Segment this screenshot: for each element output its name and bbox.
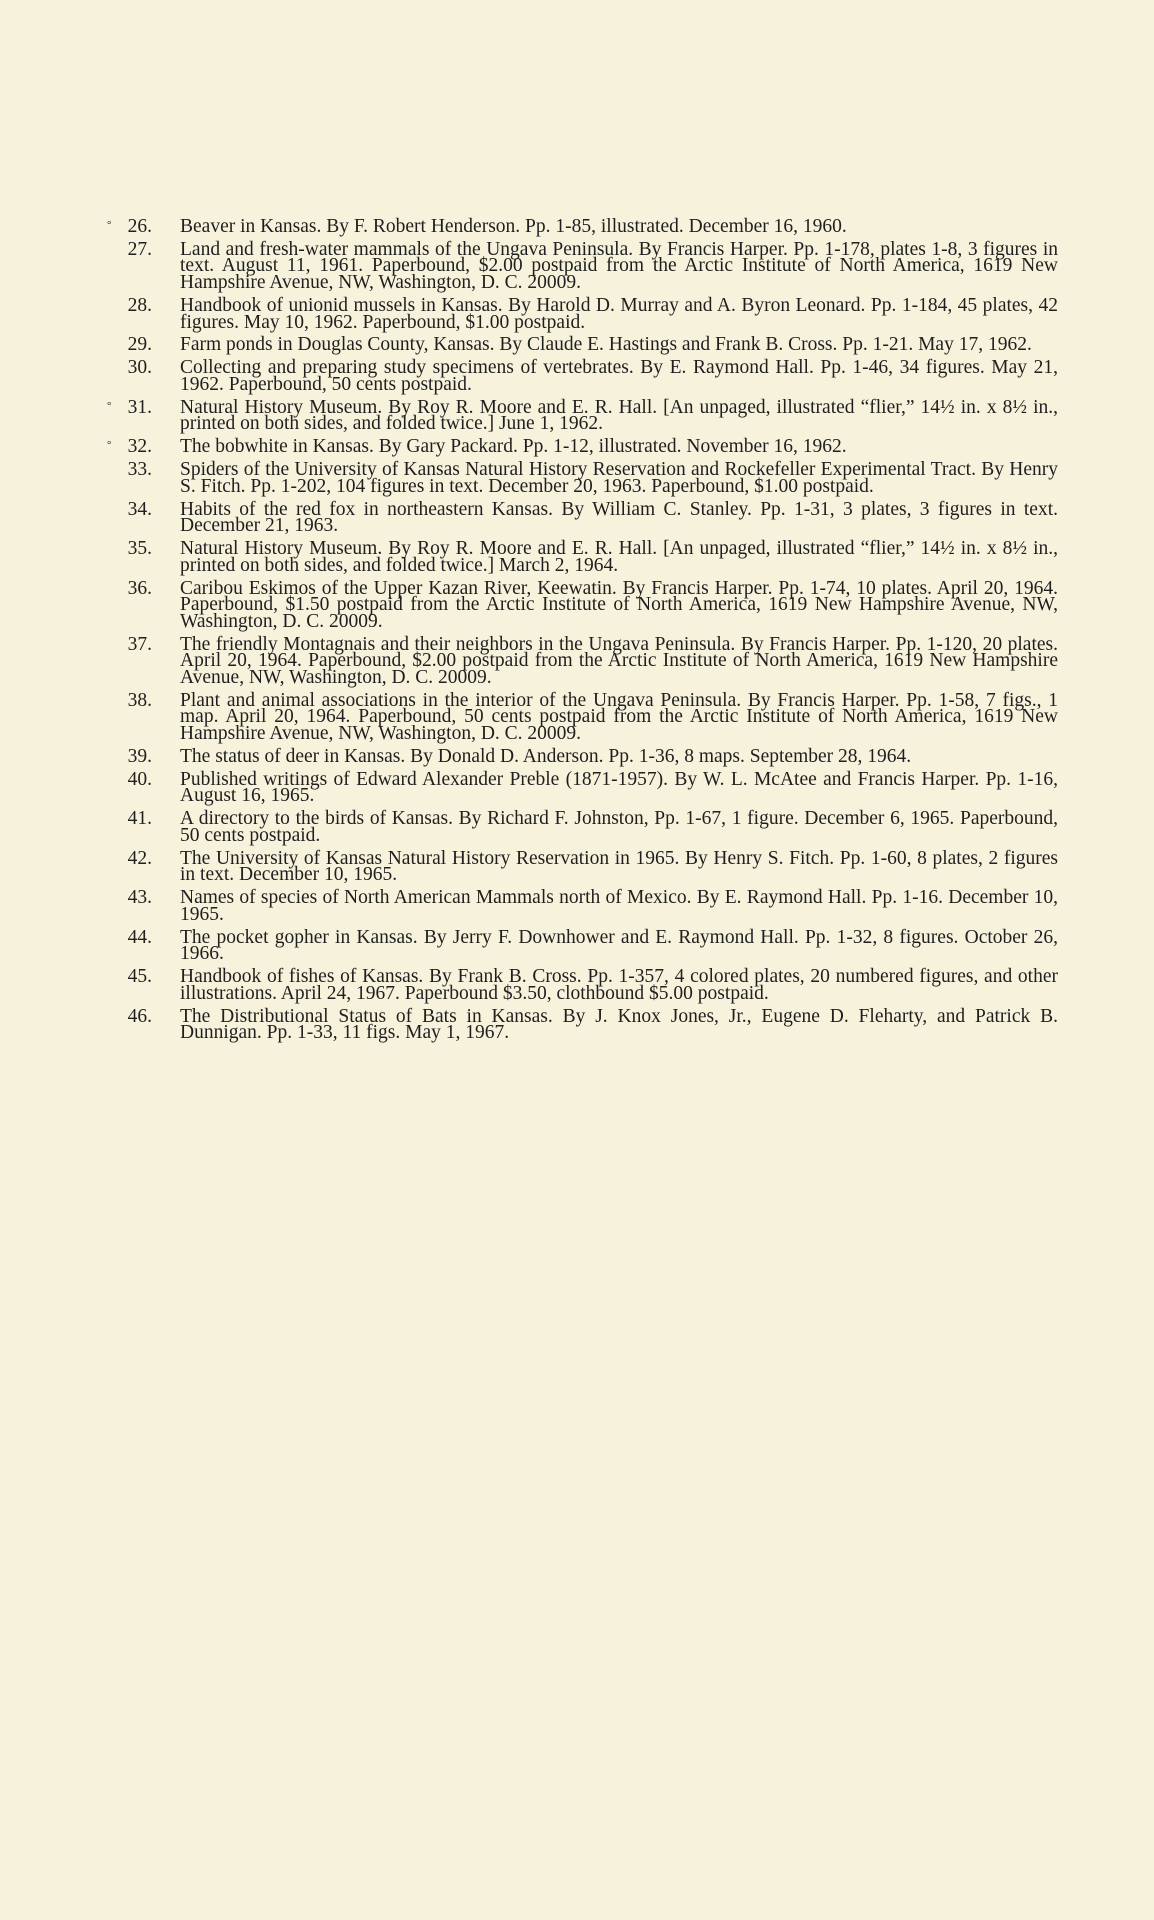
publication-entry	[108, 745, 1058, 767]
entry-text: Handbook of fishes of Kansas. By Frank B. Cross. Pp. 1-357, 4 colored plates, 20 numbered figures, and other illustrations. April 24, 1967. Paperbound $3.50, clothbound $5.00 postpaid.	[180, 966, 1058, 1004]
entry-text: A directory to the birds of Kansas. By Richard F. Johnston, Pp. 1-67, 1 figure. December 6, 1965. Paperbound, 50 cents postpaid.	[180, 808, 1058, 846]
entry-text: The status of deer in Kansas. By Donald D. Anderson. Pp. 1-36, 8 maps. September 28, 1964.	[180, 745, 912, 767]
entry-number	[108, 966, 152, 988]
publication-entry	[108, 498, 1058, 537]
entry-number-text: 37.	[127, 633, 152, 655]
publication-list	[107, 216, 1058, 1048]
publication-entry	[108, 357, 1058, 395]
entry-number	[108, 294, 152, 316]
entry-number	[107, 436, 152, 458]
entry-text: Spiders of the University of Kansas Natural History Reservation and Rockefeller Experimental Tract. By Henry S. Fitch. Pp. 1-202, 104 figures in text. December 20, 1963. Paperbound, $1.00 postpaid.	[180, 459, 1058, 497]
entry-number-text: 27.	[127, 238, 152, 260]
entry-number	[108, 745, 152, 767]
entry-text: The friendly Montagnais and their neighbors in the Ungava Peninsula. By Francis Harper. Pp. 1-120, 20 plates. April 20, 1964. Paperbound, $2.00 postpaid from the Arctic Institute of North America, 1619 New Hampshire Avenue, NW, Washington, D. C. 20009.	[180, 633, 1058, 688]
publication-entry	[107, 436, 1058, 458]
entry-number-text: 42.	[127, 847, 152, 869]
entry-text: The University of Kansas Natural History Reservation in 1965. By Henry S. Fitch. Pp. 1-60, 8 plates, 2 figures in text. December 10, 1965.	[180, 847, 1058, 886]
entry-text: Farm ponds in Douglas County, Kansas. By Claude E. Hastings and Frank B. Cross. Pp. 1-21. May 17, 1962.	[180, 334, 1032, 356]
publication-entry	[108, 459, 1058, 497]
entry-number	[108, 633, 152, 655]
publication-entry	[108, 768, 1058, 807]
entry-text: The pocket gopher in Kansas. By Jerry F. Downhower and E. Raymond Hall. Pp. 1-32, 8 figures. October 26, 1966.	[180, 926, 1058, 965]
entry-number	[108, 1005, 152, 1027]
publication-entry	[108, 238, 1058, 294]
entry-number-text: 41.	[127, 808, 152, 830]
entry-text: Land and fresh-water mammals of the Ungava Peninsula. By Francis Harper. Pp. 1-178, plates 1-8, 3 figures in text. August 11, 1961. Paperbound, $2.00 postpaid from the Arctic Institute of North America, 1619 New Hampshire Avenue, NW, Washington, D. C. 20009.	[180, 238, 1058, 294]
entry-number	[108, 357, 152, 379]
entry-text: Collecting and preparing study specimens of vertebrates. By E. Raymond Hall. Pp. 1-46, 34 figures. May 21, 1962. Paperbound, 50 cents postpaid.	[180, 357, 1058, 395]
entry-number	[108, 538, 152, 560]
entry-number-text: 36.	[127, 577, 152, 599]
entry-text: The Distributional Status of Bats in Kansas. By J. Knox Jones, Jr., Eugene D. Fleharty, and Patrick B. Dunnigan. Pp. 1-33, 11 figs. May 1, 1967.	[180, 1005, 1058, 1044]
entry-text: Names of species of North American Mammals north of Mexico. By E. Raymond Hall. Pp. 1-16. December 10, 1965.	[180, 887, 1058, 925]
entry-number	[108, 887, 152, 909]
entry-number-text: 32.	[127, 436, 152, 458]
entry-number-text: 26.	[127, 216, 152, 237]
entry-number-text: 45.	[127, 966, 152, 988]
entry-number	[108, 498, 152, 520]
entry-text: Natural History Museum. By Roy R. Moore and E. R. Hall. [An unpaged, illustrated “flier,” 14½ in. x 8½ in., printed on both sides, and folded twice.] March 2, 1964.	[180, 538, 1058, 576]
publication-entry	[108, 334, 1058, 356]
entry-text: The bobwhite in Kansas. By Gary Packard. Pp. 1-12, illustrated. November 16, 1962.	[180, 436, 847, 458]
publication-entry	[108, 847, 1058, 886]
publication-entry	[108, 887, 1058, 925]
entry-number	[108, 238, 152, 260]
out-of-print-mark: °	[107, 439, 112, 452]
entry-number	[108, 808, 152, 830]
entry-number	[108, 768, 152, 790]
entry-number-text: 30.	[127, 357, 152, 379]
entry-number-text: 40.	[127, 768, 152, 790]
publication-entry	[108, 538, 1058, 576]
entry-number	[108, 334, 152, 356]
out-of-print-mark: °	[107, 219, 112, 231]
entry-number-text: 39.	[127, 745, 152, 767]
entry-number	[107, 216, 152, 237]
entry-number	[108, 926, 152, 948]
publication-entry	[108, 1005, 1058, 1044]
entry-number-text: 43.	[127, 887, 152, 909]
publication-entry	[108, 808, 1058, 846]
entry-text: Habits of the red fox in northeastern Kansas. By William C. Stanley. Pp. 1-31, 3 plates, 3 figures in text. December 21, 1963.	[180, 498, 1058, 537]
publication-entry	[108, 689, 1058, 744]
entry-number-text: 29.	[127, 334, 152, 356]
entry-number-text: 31.	[127, 396, 152, 418]
entry-number	[108, 459, 152, 481]
publication-entry	[107, 396, 1058, 435]
publication-entry	[108, 294, 1058, 333]
entry-number-text: 46.	[127, 1005, 152, 1027]
publication-entry	[108, 966, 1058, 1004]
entry-number	[108, 689, 152, 711]
entry-number	[107, 396, 152, 418]
publication-entry	[107, 216, 1058, 237]
entry-text: Beaver in Kansas. By F. Robert Henderson. Pp. 1-85, illustrated. December 16, 1960.	[180, 216, 847, 237]
entry-number-text: 28.	[127, 294, 152, 316]
entry-number-text: 33.	[127, 459, 152, 481]
entry-number-text: 38.	[127, 689, 152, 711]
entry-number-text: 34.	[127, 498, 152, 520]
entry-text: Published writings of Edward Alexander Preble (1871-1957). By W. L. McAtee and Francis Harper. Pp. 1-16, August 16, 1965.	[180, 768, 1058, 807]
publication-entry	[108, 926, 1058, 965]
entry-text: Handbook of unionid mussels in Kansas. By Harold D. Murray and A. Byron Leonard. Pp. 1-184, 45 plates, 42 figures. May 10, 1962. Paperbound, $1.00 postpaid.	[180, 294, 1058, 333]
entry-text: Caribou Eskimos of the Upper Kazan River, Keewatin. By Francis Harper. Pp. 1-74, 10 plates. April 20, 1964. Paperbound, $1.50 postpaid from the Arctic Institute of North America, 1619 New Hampshire Avenue, NW, Washington, D. C. 20009.	[180, 577, 1058, 632]
publication-entry	[108, 577, 1058, 632]
entry-number-text: 35.	[127, 538, 152, 560]
entry-text: Plant and animal associations in the interior of the Ungava Peninsula. By Francis Harper. Pp. 1-58, 7 figs., 1 map. April 20, 1964. Paperbound, 50 cents postpaid from the Arctic Institute of North America, 1619 New Hampshire Avenue, NW, Washington, D. C. 20009.	[180, 689, 1058, 744]
out-of-print-mark: °	[107, 399, 112, 412]
publication-entry	[108, 633, 1058, 688]
entry-number	[108, 577, 152, 599]
entry-number	[108, 847, 152, 869]
entry-number-text: 44.	[127, 926, 152, 948]
entry-text: Natural History Museum. By Roy R. Moore and E. R. Hall. [An unpaged, illustrated “flier,” 14½ in. x 8½ in., printed on both sides, and folded twice.] June 1, 1962.	[180, 396, 1058, 435]
